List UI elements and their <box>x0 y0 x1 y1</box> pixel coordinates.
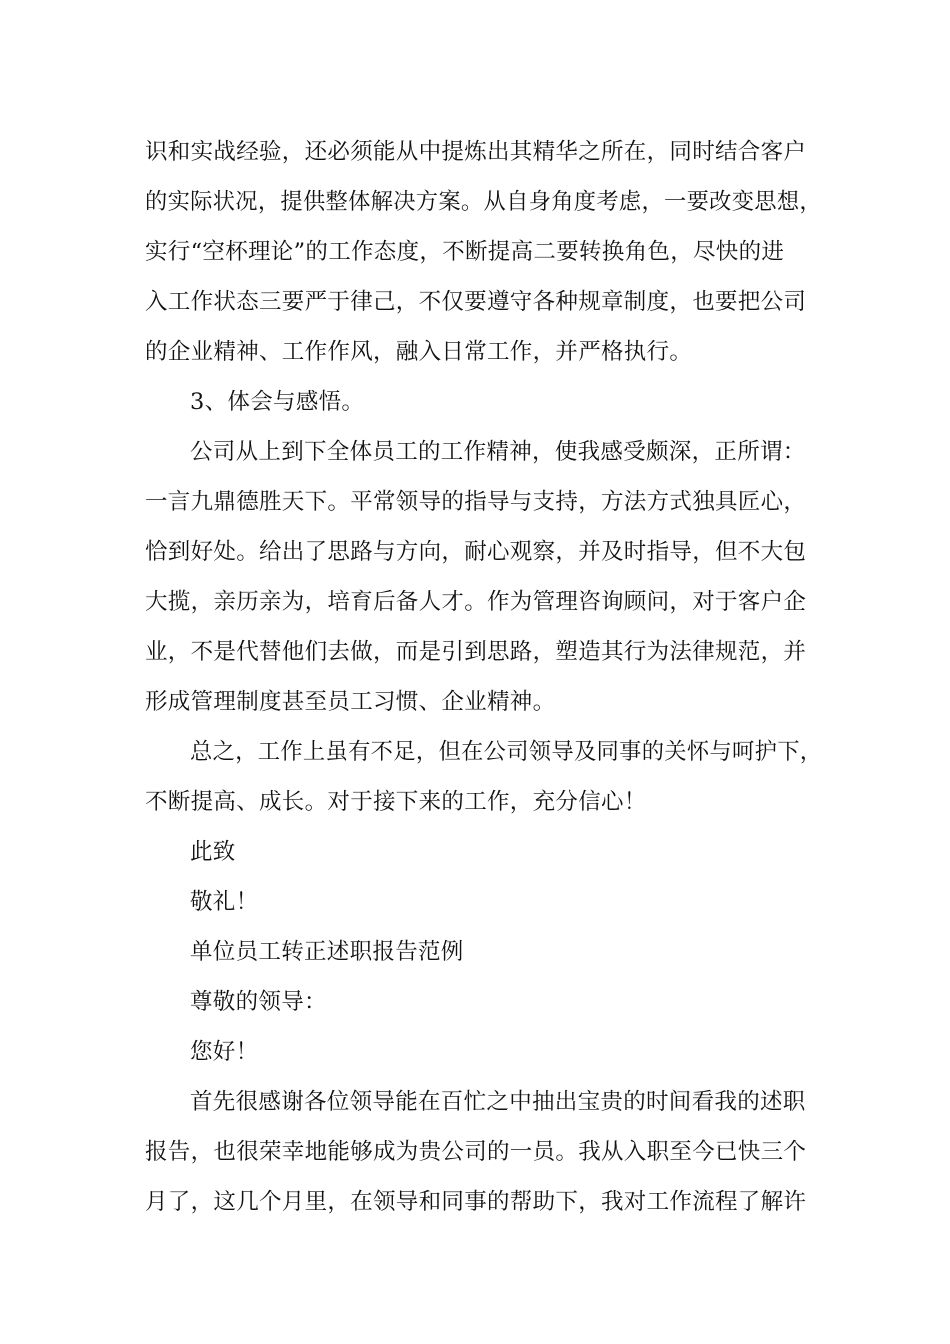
text-line: 的实际状况，提供整体解决方案。从自身角度考虑，一要改变思想， <box>145 189 823 215</box>
text-line: 报告，也很荣幸地能够成为贵公司的一员。我从入职至今已快三个 <box>145 1139 807 1165</box>
text-line: 首先很感谢各位领导能在百忙之中抽出宝贵的时间看我的述职 <box>190 1089 806 1115</box>
text-line: 月了，这几个月里，在领导和同事的帮助下，我对工作流程了解许 <box>145 1189 807 1215</box>
greeting: 您好！ <box>190 1039 259 1065</box>
text-line: 实行“空杯理论”的工作态度，不断提高二要转换角色，尽快的进 <box>145 239 785 265</box>
text-line: 形成管理制度甚至员工习惯、企业精神。 <box>145 689 556 715</box>
text-line: 入工作状态三要严于律己，不仅要遵守各种规章制度，也要把公司 <box>145 289 807 315</box>
text-line: 总之，工作上虽有不足，但在公司领导及同事的关怀与呵护下， <box>190 739 823 765</box>
text-line: 不断提高、成长。对于接下来的工作，充分信心！ <box>145 789 647 815</box>
salutation: 尊敬的领导： <box>190 989 327 1015</box>
text-line: 公司从上到下全体员工的工作精神，使我感受颇深，正所谓： <box>190 439 806 465</box>
text-line: 业，不是代替他们去做，而是引到思路，塑造其行为法律规范，并 <box>145 639 807 665</box>
text-line: 的企业精神、工作作风，融入日常工作，并严格执行。 <box>145 339 693 365</box>
text-line: 识和实战经验，还必须能从中提炼出其精华之所在，同时结合客户 <box>145 139 807 165</box>
text-line: 一言九鼎德胜天下。平常领导的指导与支持，方法方式独具匠心， <box>145 489 807 515</box>
document-title: 单位员工转正述职报告范例 <box>190 939 464 965</box>
text-line: 大揽，亲历亲为，培育后备人才。作为管理咨询顾问，对于客户企 <box>145 589 807 615</box>
section-heading: 3、体会与感悟。 <box>190 389 365 415</box>
closing-line: 此致 <box>190 839 236 865</box>
text-line: 恰到好处。给出了思路与方向，耐心观察，并及时指导，但不大包 <box>145 539 807 565</box>
closing-line: 敬礼！ <box>190 889 259 915</box>
